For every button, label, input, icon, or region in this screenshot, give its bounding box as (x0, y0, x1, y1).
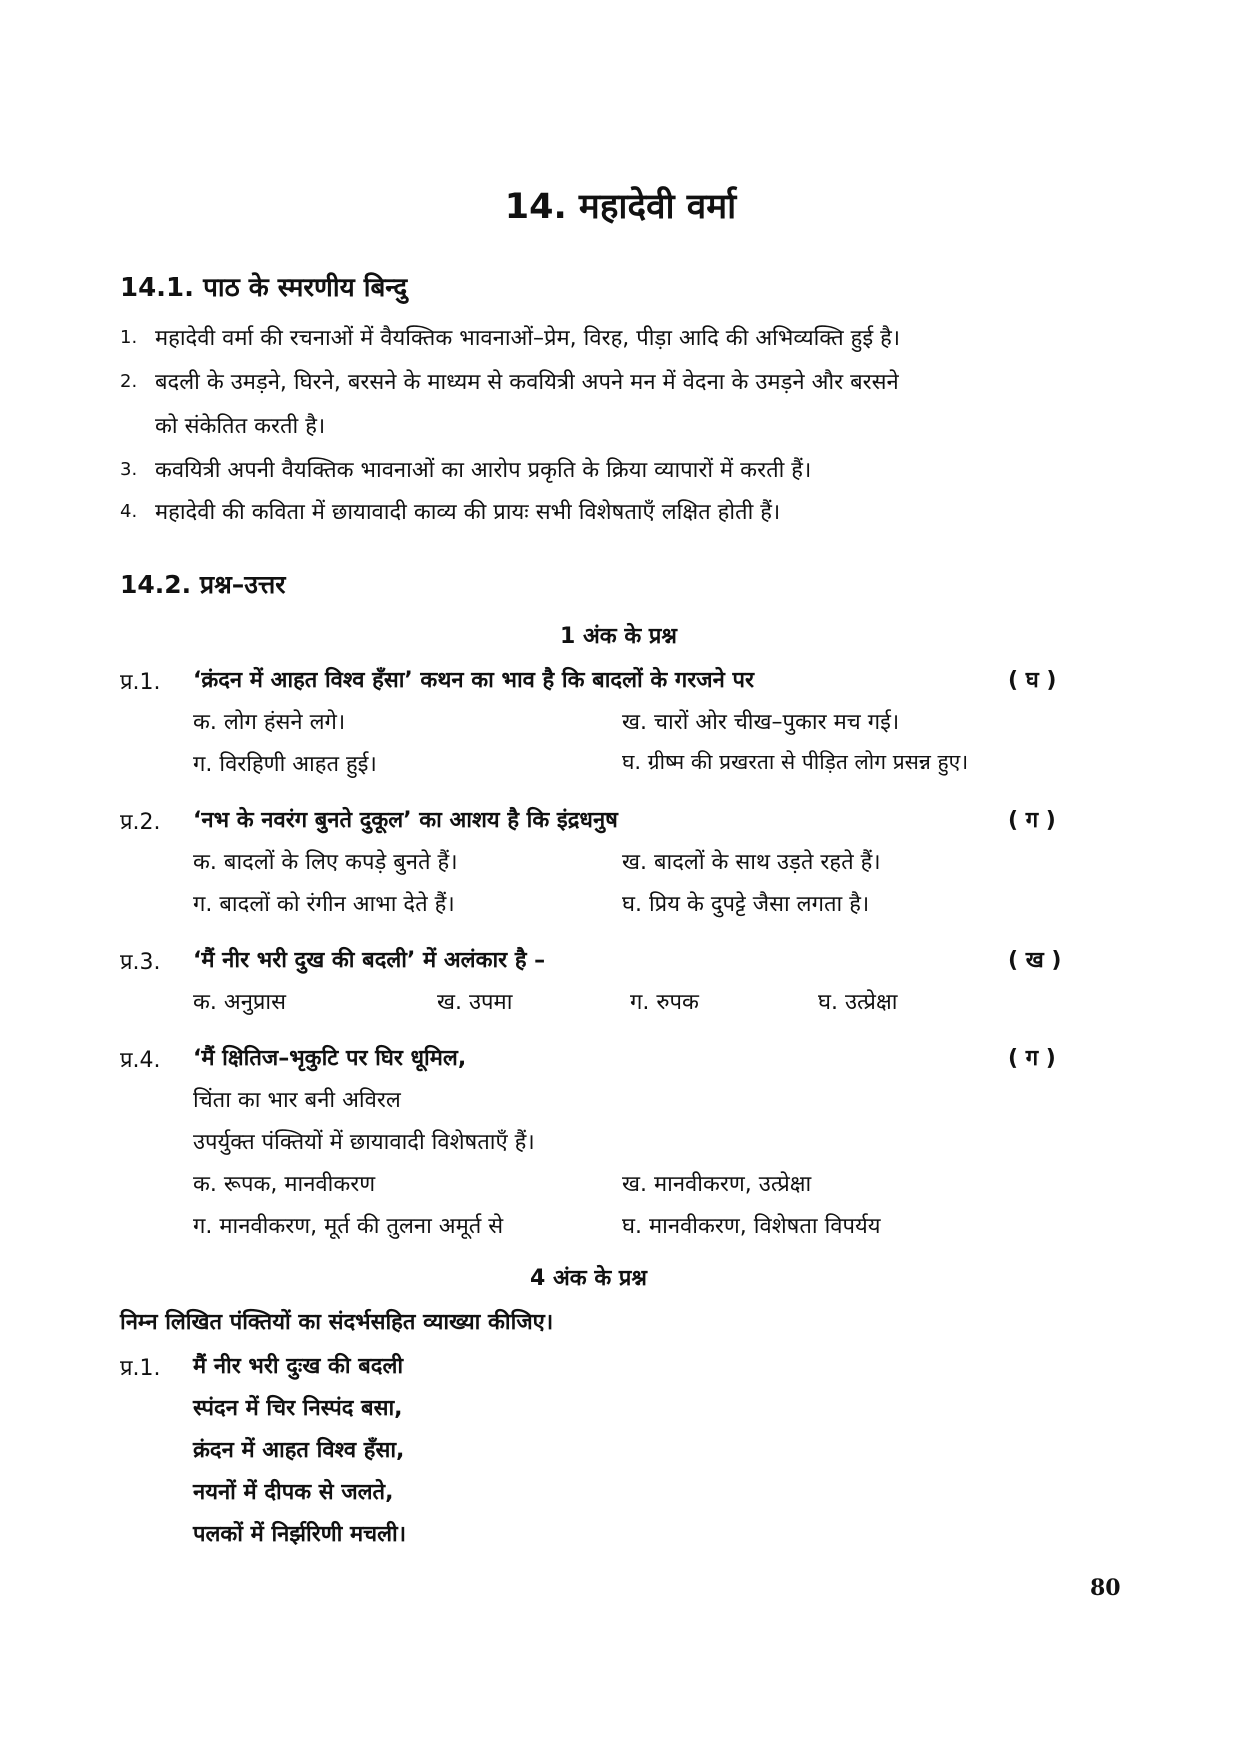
question-2-answer: ( ग ) (1008, 808, 1056, 833)
long-question-1-label: प्र.1. (120, 1356, 161, 1381)
poem-line-5: पलकों में निर्झरिणी मचली। (193, 1522, 407, 1547)
question-4-option-b: ख. मानवीकरण, उत्प्रेक्षा (622, 1172, 812, 1197)
question-2-option-b: ख. बादलों के साथ उड़ते रहते हैं। (622, 850, 881, 875)
question-2-option-d: घ. प्रिय के दुपट्टे जैसा लगता है। (622, 892, 870, 917)
question-1-option-c: ग. विरहिणी आहत हुई। (193, 752, 377, 777)
point-1-number: 1. (120, 327, 138, 348)
point-2-text-line-2: को संकेतित करती है। (155, 414, 326, 439)
poem-line-3: क्रंदन में आहत विश्व हँसा, (193, 1438, 405, 1463)
point-1-text: महादेवी वर्मा की रचनाओं में वैयक्तिक भावनाओं–प्रेम, विरह, पीड़ा आदि की अभिव्यक्ति हुई है। (155, 326, 901, 351)
question-4-option-c: ग. मानवीकरण, मूर्त की तुलना अमूर्त से (193, 1214, 504, 1239)
point-4-number: 4. (120, 501, 138, 522)
question-3-label: प्र.3. (120, 950, 161, 975)
poem-line-4: नयनों में दीपक से जलते, (193, 1480, 394, 1505)
section-2-heading: 14.2. प्रश्न–उत्तर (120, 570, 286, 599)
four-mark-heading: 4 अंक के प्रश्न (530, 1266, 647, 1291)
point-3-text: कवयित्री अपनी वैयक्तिक भावनाओं का आरोप प्रकृति के क्रिया व्यापारों में करती हैं। (155, 458, 812, 483)
question-1-option-b: ख. चारों ओर चीख–पुकार मच गई। (622, 710, 900, 735)
one-mark-heading: 1 अंक के प्रश्न (560, 624, 677, 649)
question-1-answer: ( घ ) (1008, 668, 1057, 693)
point-4-text: महादेवी की कविता में छायावादी काव्य की प्रायः सभी विशेषताएँ लक्षित होती हैं। (155, 500, 781, 525)
question-4-option-d: घ. मानवीकरण, विशेषता विपर्यय (622, 1214, 881, 1239)
question-4-label: प्र.4. (120, 1048, 161, 1073)
question-2-text: ‘नभ के नवरंग बुनते दुकूल’ का आशय है कि इंद्रधनुष (193, 808, 618, 833)
question-3-option-d: घ. उत्प्रेक्षा (818, 990, 898, 1015)
question-3-answer: ( ख ) (1008, 948, 1062, 973)
question-4-line-2: चिंता का भार बनी अविरल (193, 1088, 401, 1113)
instruction-text: निम्न लिखित पंक्तियों का संदर्भसहित व्याख्या कीजिए। (120, 1310, 554, 1335)
section-1-heading: 14.1. पाठ के स्मरणीय बिन्दु (120, 273, 408, 303)
question-2-option-a: क. बादलों के लिए कपड़े बुनते हैं। (193, 850, 458, 875)
question-4-option-a: क. रूपक, मानवीकरण (193, 1172, 376, 1197)
poem-line-1: मैं नीर भरी दुःख की बदली (193, 1354, 404, 1379)
page-number: 80 (1090, 1575, 1121, 1601)
question-1-label: प्र.1. (120, 670, 161, 695)
point-3-number: 3. (120, 459, 138, 480)
poem-line-2: स्पंदन में चिर निस्पंद बसा, (193, 1396, 403, 1421)
point-2-number: 2. (120, 371, 138, 392)
point-2-text-line-1: बदली के उमड़ने, घिरने, बरसने के माध्यम से कवयित्री अपने मन में वेदना के उमड़ने और बरसने (155, 370, 899, 395)
question-4-answer: ( ग ) (1008, 1046, 1056, 1071)
question-3-option-a: क. अनुप्रास (193, 990, 286, 1015)
chapter-title: 14. महादेवी वर्मा (504, 187, 737, 227)
question-1-text: ‘क्रंदन में आहत विश्व हँसा’ कथन का भाव है कि बादलों के गरजने पर (193, 668, 754, 693)
question-3-option-b: ख. उपमा (437, 990, 513, 1015)
question-4-text: ‘मैं क्षितिज–भृकुटि पर घिर धूमिल, (193, 1046, 467, 1071)
question-2-option-c: ग. बादलों को रंगीन आभा देते हैं। (193, 892, 455, 917)
question-3-option-c: ग. रुपक (630, 990, 699, 1015)
question-4-line-3: उपर्युक्त पंक्तियों में छायावादी विशेषताएँ हैं। (193, 1130, 535, 1155)
question-1-option-d: घ. ग्रीष्म की प्रखरता से पीड़ित लोग प्रसन्न हुए। (622, 750, 969, 774)
question-1-option-a: क. लोग हंसने लगे। (193, 710, 346, 735)
question-3-text: ‘मैं नीर भरी दुख की बदली’ में अलंकार है – (193, 948, 546, 973)
question-2-label: प्र.2. (120, 810, 161, 835)
